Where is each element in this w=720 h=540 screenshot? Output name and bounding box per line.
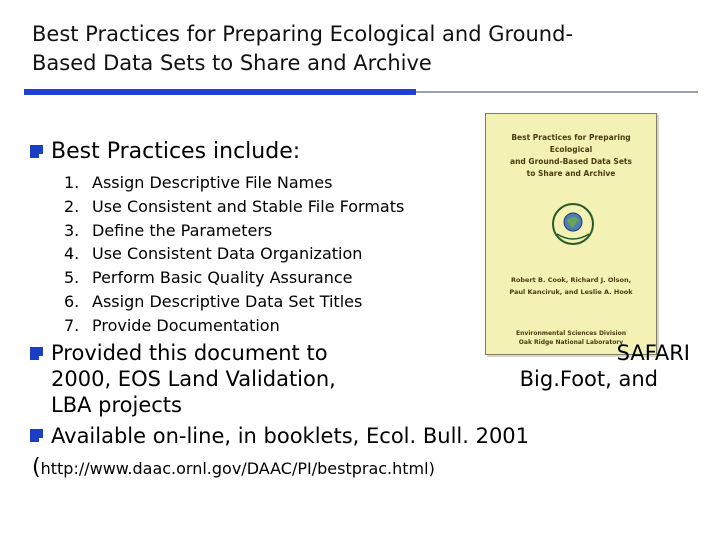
bestprac-link[interactable]: http://www.daac.ornl.gov/DAAC/PI/bestprac.html): [40, 459, 435, 478]
url-text: (http://www.daac.ornl.gov/DAAC/PI/bestprac.html): [32, 455, 435, 480]
bullet-square-icon: [30, 429, 43, 442]
bullet-provided: [30, 340, 690, 418]
bullet-text: Best Practices include:: [51, 139, 301, 164]
list-item: 4. Use Consistent Data Organization: [64, 244, 363, 264]
bullet-text: Available on-line, in booklets, Ecol. Bull. 2001: [51, 424, 530, 448]
list-item: 6. Assign Descriptive Data Set Titles: [64, 291, 363, 311]
list-item: 1. Assign Descriptive File Names: [64, 173, 333, 192]
list-item: 7. Provide Documentation: [64, 315, 280, 335]
list-item: 2. Use Consistent and Stable File Formats: [64, 196, 405, 216]
book-cover-image: [485, 113, 657, 355]
list-item: 5. Perform Basic Quality Assurance: [64, 268, 353, 288]
bullet-square-icon: [30, 347, 43, 360]
bullet-square-icon: [30, 145, 43, 158]
book-cover-title: Best Practices for Preparing Ecological and Ground-Based Data Sets to Share and Archive: [510, 133, 632, 178]
bullet-text: Provided this document to SAFARI 2000, EOS Land Validation, Big.Foot, and LBA projects: [51, 341, 690, 417]
ornl-daac-logo-icon: [551, 202, 595, 246]
title-underline-accent: [24, 89, 416, 95]
list-item: 3. Define the Parameters: [64, 220, 273, 240]
title-line-2: Based Data Sets to Share and Archive: [32, 51, 432, 75]
practices-list: [64, 171, 404, 338]
book-cover-authors: Robert B. Cook, Richard J. Olson, Paul Kanciruk, and Leslie A. Hook: [509, 276, 633, 296]
title-underline-rule: [416, 91, 698, 93]
slide-title: [32, 20, 573, 78]
bullet-available: [30, 422, 529, 450]
bullet-best-practices: [30, 138, 300, 166]
book-cover-org: Environmental Sciences Division Oak Ridge National Laboratory: [516, 330, 626, 346]
title-line-1: Best Practices for Preparing Ecological and Ground-: [32, 22, 574, 46]
